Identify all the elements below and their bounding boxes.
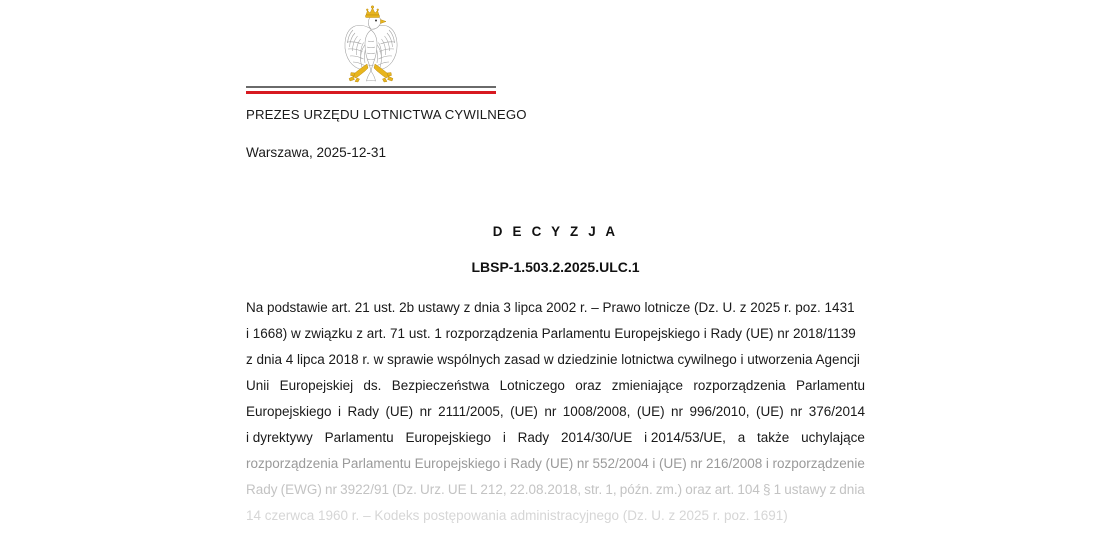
- body-word: Lotniczego: [499, 378, 565, 393]
- body-word: nr: [419, 404, 432, 419]
- body-word: nr: [790, 404, 803, 419]
- document-title: D E C Y Z J A: [492, 224, 619, 239]
- body-word: Europejskiej: [279, 378, 354, 393]
- body-word: Rady: [510, 456, 542, 471]
- body-word: 104: [737, 482, 760, 497]
- body-line: [246, 477, 865, 503]
- body-word: Europejskiego: [246, 404, 332, 419]
- body-word: i: [652, 456, 656, 471]
- body-word: i: [503, 456, 507, 471]
- body-line: z dnia 4 lipca 2018 r. w sprawie wspólnych zasad w dziedzinie lotnictwa cywilnego i utworzenia Agencji: [246, 352, 860, 367]
- body-word: a: [737, 430, 746, 445]
- body-word: i 2014/53/UE,: [644, 430, 726, 445]
- body-word: zmieniające: [611, 378, 684, 393]
- place-and-date: Warszawa, 2025-12-31: [246, 145, 387, 160]
- body-word: dnia: [839, 482, 865, 497]
- body-word: 3922/91: [340, 482, 389, 497]
- body-word: i: [338, 404, 342, 419]
- body-word: Rady: [347, 404, 379, 419]
- decision-body: [246, 295, 865, 529]
- body-word: 22.08.2018,: [509, 482, 582, 497]
- polish-eagle-emblem: [246, 0, 496, 86]
- body-word: UE: [447, 482, 467, 497]
- body-word: 1008/2008,: [562, 404, 631, 419]
- body-word: zm.): [655, 482, 683, 497]
- body-word: ds.: [363, 378, 382, 393]
- body-word: nr: [671, 404, 684, 419]
- body-word: (UE): [636, 404, 665, 419]
- body-word: (UE): [385, 404, 414, 419]
- body-word: i: [502, 430, 506, 445]
- body-word: późn.: [619, 482, 653, 497]
- body-word: Parlamentu: [324, 430, 394, 445]
- body-word: (UE): [545, 456, 574, 471]
- body-word: 212,: [480, 482, 507, 497]
- body-word: 1,: [605, 482, 617, 497]
- body-word: L: [469, 482, 478, 497]
- body-word: uchylające: [801, 430, 865, 445]
- body-word: str.: [584, 482, 603, 497]
- body-word: Unii: [246, 378, 270, 393]
- body-line: [246, 399, 865, 425]
- body-word: Rady: [246, 482, 278, 497]
- body-line: [246, 373, 865, 399]
- body-word: Parlamentu: [341, 456, 411, 471]
- body-word: (Dz.: [392, 482, 417, 497]
- document-reference-number: LBSP-1.503.2.2025.ULC.1: [471, 259, 640, 275]
- body-word: Rady: [517, 430, 550, 445]
- body-word: Europejskiego: [414, 456, 501, 471]
- body-word: 376/2014: [808, 404, 865, 419]
- body-word: 552/2004: [592, 456, 649, 471]
- body-word: 2111/2005,: [438, 404, 504, 419]
- body-word: także: [757, 430, 790, 445]
- body-word: Bezpieczeństwa: [391, 378, 490, 393]
- body-word: (EWG): [280, 482, 322, 497]
- body-word: i dyrektywy: [246, 430, 313, 445]
- body-word: 996/2010,: [689, 404, 750, 419]
- body-word: z: [829, 482, 837, 497]
- body-word: rozporządzenie: [772, 456, 865, 471]
- body-word: 216/2008: [705, 456, 763, 471]
- body-word: oraz: [685, 482, 712, 497]
- body-word: nr: [325, 482, 338, 497]
- office-name: PREZES URZĘDU LOTNICTWA CYWILNEGO: [246, 107, 527, 122]
- body-word: ustawy: [784, 482, 827, 497]
- letterhead: [246, 0, 496, 94]
- body-word: §: [762, 482, 771, 497]
- body-word: i: [765, 456, 769, 471]
- body-word: nr: [690, 456, 703, 471]
- body-word: (UE): [756, 404, 784, 419]
- body-line: [246, 425, 865, 451]
- body-word: 1: [773, 482, 782, 497]
- body-line: 14 czerwca 1960 r. – Kodeks postępowania administracyjnego (Dz. U. z 2025 r. poz. 1691): [246, 508, 788, 523]
- body-line: Na podstawie art. 21 ust. 2b ustawy z dnia 3 lipca 2002 r. – Prawo lotnicze (Dz. U. z 2025 r. poz. 1431: [246, 300, 855, 315]
- body-word: Europejskiego: [405, 430, 491, 445]
- body-word: nr: [576, 456, 589, 471]
- body-word: art.: [714, 482, 735, 497]
- body-word: 2014/30/UE: [560, 430, 633, 445]
- body-word: Parlamentu: [795, 378, 865, 393]
- body-line: i 1668) w związku z art. 71 ust. 1 rozporządzenia Parlamentu Europejskiego i Rady (UE) nr 2018/1139: [246, 326, 856, 341]
- body-word: nr: [544, 404, 557, 419]
- body-word: (UE): [659, 456, 687, 471]
- body-word: rozporządzenia: [246, 456, 339, 471]
- header-rule-red: [246, 91, 496, 94]
- body-word: Urz.: [419, 482, 445, 497]
- body-line: [246, 451, 865, 477]
- body-word: (UE): [510, 404, 538, 419]
- body-word: oraz: [575, 378, 602, 393]
- body-word: rozporządzenia: [693, 378, 786, 393]
